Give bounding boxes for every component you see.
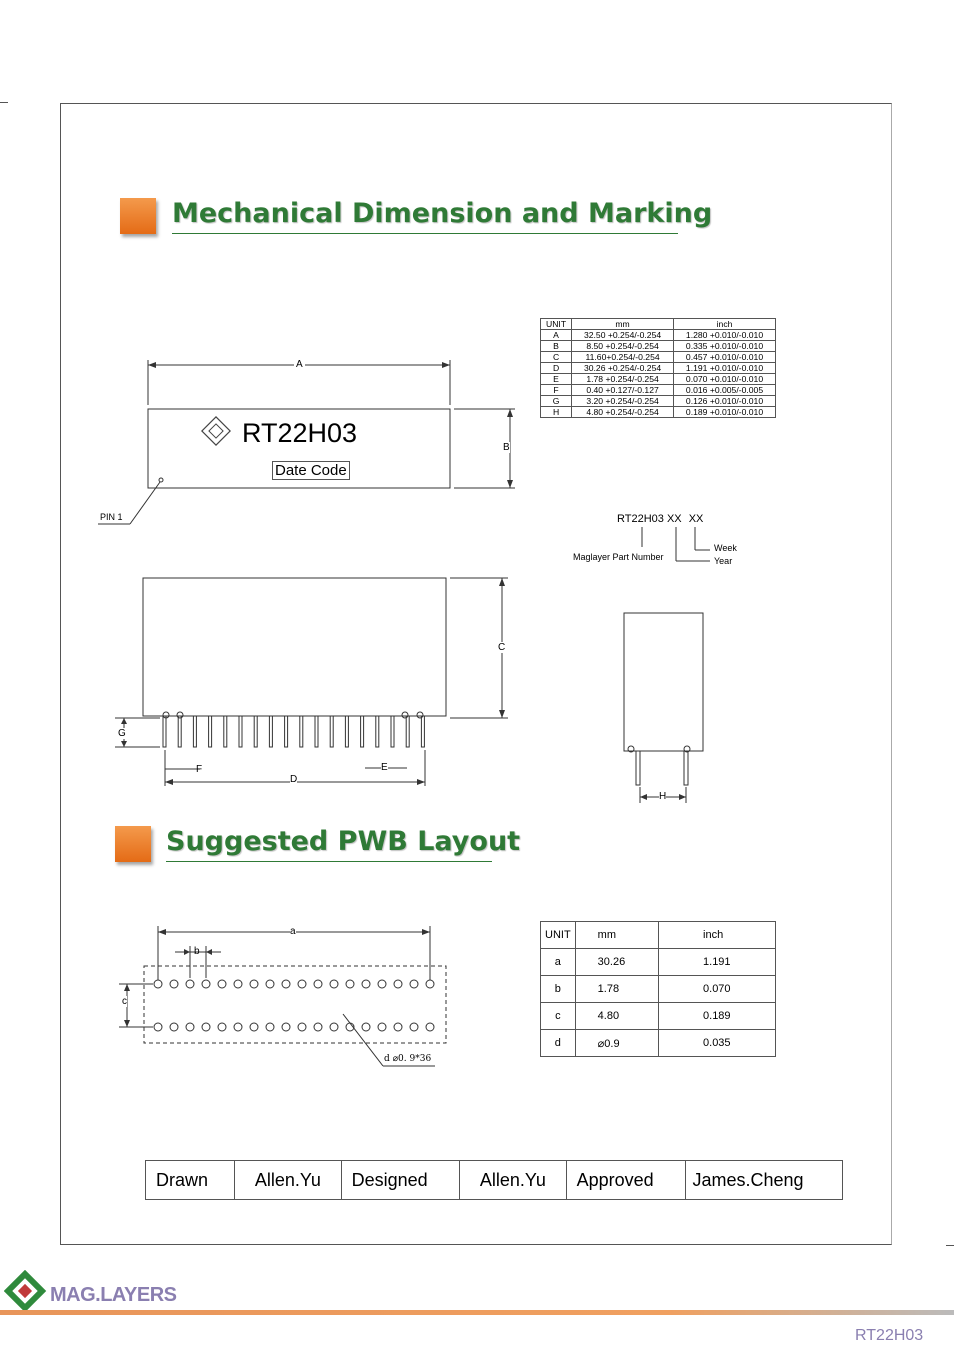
pin (361, 716, 364, 747)
pin (209, 716, 212, 747)
dim-label-h: H (659, 791, 667, 802)
pin (163, 716, 166, 747)
pin (239, 716, 242, 747)
approved-by: James.Cheng (686, 1161, 843, 1200)
table-row: G 3.20 +0.254/-0.254 0.126 +0.010/-0.010 (541, 396, 776, 407)
pin (224, 716, 227, 747)
pwb-hole (186, 980, 194, 988)
dim-label-g: G (118, 728, 126, 739)
pin (421, 716, 424, 747)
pwb-hole (330, 980, 338, 988)
pwb-hole (314, 1023, 322, 1031)
pin (178, 716, 181, 747)
pwb-hole (250, 980, 258, 988)
dimension-table (540, 318, 776, 418)
pwb-hole (250, 1023, 258, 1031)
margin-tick (946, 1245, 954, 1246)
maglayers-logo-icon (4, 1270, 48, 1314)
signoff-table (145, 1160, 843, 1200)
pwb-hole (266, 980, 274, 988)
dim-label-d: D (290, 774, 298, 785)
pwb-hole (234, 1023, 242, 1031)
table-row: C 11.60+0.254/-0.254 0.457 +0.010/-0.010 (541, 352, 776, 363)
table-row: c 4.80 0.189 (541, 1003, 776, 1030)
pwb-hole (362, 980, 370, 988)
pwb-hole (234, 980, 242, 988)
pwb-hole (362, 1023, 370, 1031)
dim-label-a: A (296, 359, 303, 370)
pwb-hole (394, 1023, 402, 1031)
pwb-dim-label-c: c (122, 996, 127, 1007)
table-header-row: UNIT mm inch (541, 319, 776, 330)
front-view-drawing (110, 570, 530, 790)
pwb-hole (426, 980, 434, 988)
pwb-dim-label-a: a (290, 926, 296, 937)
footer-bar (0, 1310, 954, 1315)
pwb-hole (426, 1023, 434, 1031)
pwb-hole (202, 980, 210, 988)
table-row: D 30.26 +0.254/-0.254 1.191 +0.010/-0.010 (541, 363, 776, 374)
pin (391, 716, 394, 747)
pwb-hole (298, 980, 306, 988)
designed-by: Allen.Yu (460, 1161, 566, 1200)
pwb-hole (346, 980, 354, 988)
section-bullet-icon (115, 826, 151, 862)
pwb-hole (218, 980, 226, 988)
table-header-row: UNIT mm inch (541, 922, 776, 949)
pwb-hole (186, 1023, 194, 1031)
year-label: Year (714, 556, 733, 566)
company-logo-icon (202, 417, 230, 445)
pwb-hole (378, 980, 386, 988)
pin (345, 716, 348, 747)
pwb-hole (314, 980, 322, 988)
pin (254, 716, 257, 747)
pin (285, 716, 288, 747)
date-code-box: Date Code (272, 461, 350, 480)
dim-label-f: F (196, 764, 203, 775)
table-row: H 4.80 +0.254/-0.254 0.189 +0.010/-0.010 (541, 407, 776, 418)
signoff-row (146, 1161, 843, 1200)
pin (406, 716, 409, 747)
pwb-hole (378, 1023, 386, 1031)
marking-code: RT22H03 XX XX (617, 513, 704, 525)
side-view-drawing (615, 605, 705, 805)
pin-pad (402, 712, 408, 718)
section-title-mechanical: Mechanical Dimension and Marking (172, 198, 713, 229)
pwb-hole (394, 980, 402, 988)
table-row: B 8.50 +0.254/-0.254 0.335 +0.010/-0.010 (541, 341, 776, 352)
pwb-dimension-table (540, 921, 776, 1057)
pwb-hole (282, 1023, 290, 1031)
designed-label: Designed (341, 1161, 460, 1200)
pwb-hole (218, 1023, 226, 1031)
week-label: Week (714, 543, 737, 553)
pin (330, 716, 333, 747)
brand-name: MAG.LAYERS (50, 1284, 177, 1306)
dim-label-b: B (503, 442, 510, 453)
section-underline (172, 233, 678, 234)
section-bullet-icon (120, 198, 156, 234)
pwb-hole (154, 980, 162, 988)
pwb-hole (298, 1023, 306, 1031)
pwb-dim-label-b: b (194, 946, 200, 957)
pin (269, 716, 272, 747)
table-row: d ⌀0.9 0.035 (541, 1030, 776, 1057)
pwb-hole (330, 1023, 338, 1031)
section-underline (166, 861, 492, 862)
hole-spec-label: d ⌀0. 9*36 (384, 1054, 432, 1064)
pwb-hole (154, 1023, 162, 1031)
pin (300, 716, 303, 747)
table-row: E 1.78 +0.254/-0.254 0.070 +0.010/-0.010 (541, 374, 776, 385)
table-row: A 32.50 +0.254/-0.254 1.280 +0.010/-0.010 (541, 330, 776, 341)
pwb-hole (410, 980, 418, 988)
table-row: b 1.78 0.070 (541, 976, 776, 1003)
section-title-pwb: Suggested PWB Layout (166, 826, 521, 857)
pwb-hole (266, 1023, 274, 1031)
footer-model: RT22H03 (855, 1327, 924, 1344)
pin-pad (177, 712, 183, 718)
pin (315, 716, 318, 747)
pin-pad (417, 712, 423, 718)
pwb-layout-drawing (115, 920, 455, 1070)
dim-label-c: C (498, 642, 506, 653)
pwb-hole (170, 980, 178, 988)
pwb-hole (282, 980, 290, 988)
pin (193, 716, 196, 747)
part-number-label: Maglayer Part Number (573, 552, 664, 562)
part-marking: RT22H03 (242, 418, 358, 448)
pin1-label: PIN 1 (100, 512, 123, 522)
pwb-hole (170, 1023, 178, 1031)
pin (376, 716, 379, 747)
table-row: a 30.26 1.191 (541, 949, 776, 976)
margin-tick (0, 102, 8, 103)
table-row: F 0.40 +0.127/-0.127 0.016 +0.005/-0.005 (541, 385, 776, 396)
drawn-by: Allen.Yu (235, 1161, 341, 1200)
drawn-label: Drawn (146, 1161, 235, 1200)
approved-label: Approved (566, 1161, 686, 1200)
dim-label-e: E (381, 762, 388, 773)
pwb-hole (410, 1023, 418, 1031)
pwb-hole (202, 1023, 210, 1031)
